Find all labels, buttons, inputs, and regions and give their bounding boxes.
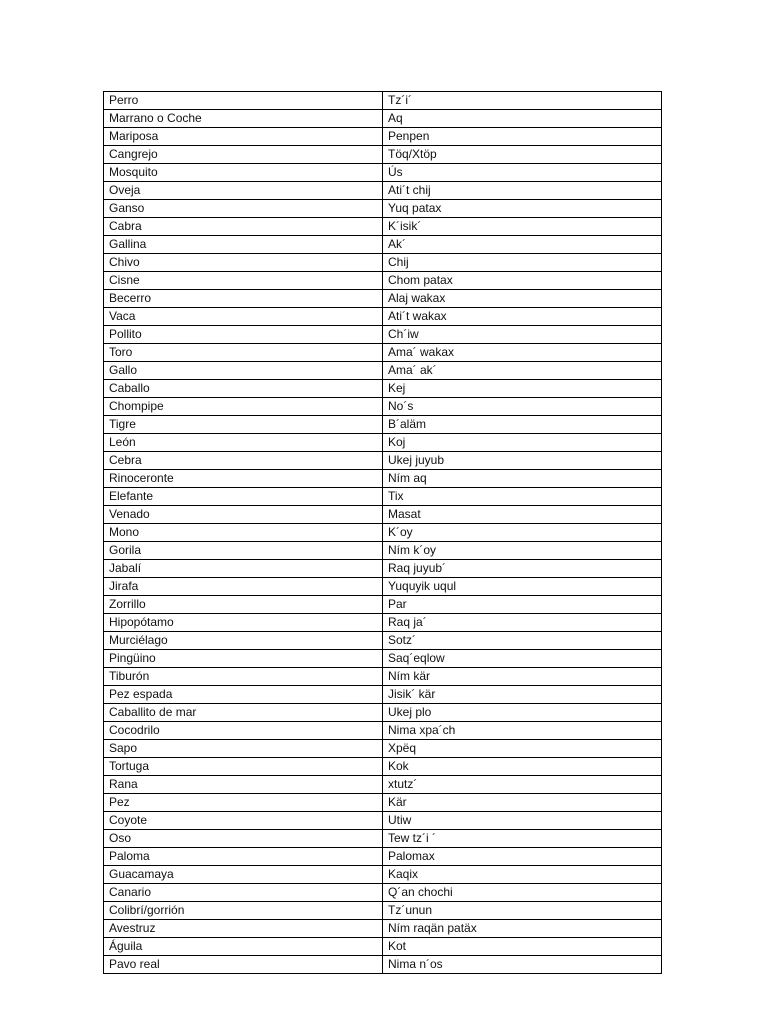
spanish-word-cell: Gorila	[104, 542, 383, 560]
spanish-word-cell: Jabalí	[104, 560, 383, 578]
table-row	[104, 92, 662, 110]
mayan-word-cell: Ukej juyub	[383, 452, 662, 470]
spanish-word-cell: Pez	[104, 794, 383, 812]
spanish-word-cell: Becerro	[104, 290, 383, 308]
mayan-word-cell: Koj	[383, 434, 662, 452]
spanish-word-cell: Coyote	[104, 812, 383, 830]
table-row	[104, 128, 662, 146]
mayan-word-cell: Yuq patax	[383, 200, 662, 218]
mayan-word-cell: Ús	[383, 164, 662, 182]
spanish-word-cell: Pingüino	[104, 650, 383, 668]
mayan-word-cell: Yuquyik uqul	[383, 578, 662, 596]
spanish-word-cell: Cabra	[104, 218, 383, 236]
mayan-word-cell: Tz´i´	[383, 92, 662, 110]
spanish-word-cell: Tiburón	[104, 668, 383, 686]
table-row	[104, 848, 662, 866]
spanish-word-cell: Cangrejo	[104, 146, 383, 164]
mayan-word-cell: Ním aq	[383, 470, 662, 488]
spanish-word-cell: Oso	[104, 830, 383, 848]
mayan-word-cell: Töq/Xtöp	[383, 146, 662, 164]
mayan-word-cell: No´s	[383, 398, 662, 416]
mayan-word-cell: Nima xpa´ch	[383, 722, 662, 740]
mayan-word-cell: Kär	[383, 794, 662, 812]
mayan-word-cell: K´isik´	[383, 218, 662, 236]
table-row	[104, 668, 662, 686]
table-row	[104, 686, 662, 704]
mayan-word-cell: Aq	[383, 110, 662, 128]
spanish-word-cell: Colibrí/gorrión	[104, 902, 383, 920]
mayan-word-cell: Ama´ ak´	[383, 362, 662, 380]
mayan-word-cell: Chij	[383, 254, 662, 272]
table-row	[104, 272, 662, 290]
spanish-word-cell: Avestruz	[104, 920, 383, 938]
table-row	[104, 578, 662, 596]
spanish-word-cell: Vaca	[104, 308, 383, 326]
table-row	[104, 254, 662, 272]
mayan-word-cell: Kaqix	[383, 866, 662, 884]
spanish-word-cell: Paloma	[104, 848, 383, 866]
mayan-word-cell: Masat	[383, 506, 662, 524]
table-row	[104, 560, 662, 578]
mayan-word-cell: Ama´ wakax	[383, 344, 662, 362]
spanish-word-cell: Caballito de mar	[104, 704, 383, 722]
spanish-word-cell: Pollito	[104, 326, 383, 344]
spanish-word-cell: Rinoceronte	[104, 470, 383, 488]
table-row	[104, 326, 662, 344]
spanish-word-cell: Águila	[104, 938, 383, 956]
table-row	[104, 722, 662, 740]
spanish-word-cell: Gallina	[104, 236, 383, 254]
table-row	[104, 776, 662, 794]
spanish-word-cell: Rana	[104, 776, 383, 794]
mayan-word-cell: Ním kär	[383, 668, 662, 686]
mayan-word-cell: Kot	[383, 938, 662, 956]
spanish-word-cell: Tigre	[104, 416, 383, 434]
spanish-word-cell: Sapo	[104, 740, 383, 758]
spanish-word-cell: Chompipe	[104, 398, 383, 416]
table-row	[104, 290, 662, 308]
table-row	[104, 632, 662, 650]
table-row	[104, 362, 662, 380]
spanish-word-cell: Ganso	[104, 200, 383, 218]
mayan-word-cell: Ati´t chij	[383, 182, 662, 200]
table-row	[104, 110, 662, 128]
table-row	[104, 650, 662, 668]
mayan-word-cell: Tz´unun	[383, 902, 662, 920]
mayan-word-cell: Alaj wakax	[383, 290, 662, 308]
mayan-word-cell: Xpëq	[383, 740, 662, 758]
table-row	[104, 884, 662, 902]
spanish-word-cell: Mono	[104, 524, 383, 542]
table-row	[104, 740, 662, 758]
mayan-word-cell: Saq´eqlow	[383, 650, 662, 668]
table-row	[104, 416, 662, 434]
table-row	[104, 938, 662, 956]
table-row	[104, 452, 662, 470]
mayan-word-cell: Q´an chochi	[383, 884, 662, 902]
spanish-word-cell: Zorrillo	[104, 596, 383, 614]
mayan-word-cell: Palomax	[383, 848, 662, 866]
table-row	[104, 596, 662, 614]
table-row	[104, 902, 662, 920]
mayan-word-cell: Sotz´	[383, 632, 662, 650]
mayan-word-cell: Nima n´os	[383, 956, 662, 974]
table-row	[104, 146, 662, 164]
table-row	[104, 758, 662, 776]
table-row	[104, 308, 662, 326]
table-row	[104, 380, 662, 398]
mayan-word-cell: Ati´t wakax	[383, 308, 662, 326]
table-row	[104, 794, 662, 812]
spanish-word-cell: Hipopótamo	[104, 614, 383, 632]
table-row	[104, 920, 662, 938]
mayan-word-cell: Kej	[383, 380, 662, 398]
mayan-word-cell: xtutz´	[383, 776, 662, 794]
mayan-word-cell: Ním k´oy	[383, 542, 662, 560]
table-row	[104, 542, 662, 560]
mayan-word-cell: Ch´iw	[383, 326, 662, 344]
vocabulary-table-body	[104, 92, 662, 974]
spanish-word-cell: Cisne	[104, 272, 383, 290]
spanish-word-cell: Gallo	[104, 362, 383, 380]
mayan-word-cell: Raq juyub´	[383, 560, 662, 578]
table-row	[104, 434, 662, 452]
table-row	[104, 956, 662, 974]
spanish-word-cell: Venado	[104, 506, 383, 524]
table-row	[104, 200, 662, 218]
table-row	[104, 236, 662, 254]
spanish-word-cell: Marrano o Coche	[104, 110, 383, 128]
table-row	[104, 866, 662, 884]
spanish-word-cell: Mosquito	[104, 164, 383, 182]
table-row	[104, 524, 662, 542]
table-row	[104, 506, 662, 524]
mayan-word-cell: Tix	[383, 488, 662, 506]
mayan-word-cell: Kok	[383, 758, 662, 776]
spanish-word-cell: Elefante	[104, 488, 383, 506]
table-row	[104, 218, 662, 236]
table-row	[104, 488, 662, 506]
spanish-word-cell: Cebra	[104, 452, 383, 470]
mayan-word-cell: Tew tz´i ´	[383, 830, 662, 848]
mayan-word-cell: B´aläm	[383, 416, 662, 434]
mayan-word-cell: Ukej plo	[383, 704, 662, 722]
spanish-word-cell: León	[104, 434, 383, 452]
spanish-word-cell: Caballo	[104, 380, 383, 398]
table-row	[104, 344, 662, 362]
mayan-word-cell: Ak´	[383, 236, 662, 254]
table-row	[104, 470, 662, 488]
spanish-word-cell: Pez espada	[104, 686, 383, 704]
spanish-word-cell: Murciélago	[104, 632, 383, 650]
spanish-word-cell: Jirafa	[104, 578, 383, 596]
table-row	[104, 398, 662, 416]
table-row	[104, 614, 662, 632]
mayan-word-cell: Par	[383, 596, 662, 614]
vocabulary-table	[103, 91, 662, 974]
spanish-word-cell: Canario	[104, 884, 383, 902]
table-row	[104, 704, 662, 722]
mayan-word-cell: Utiw	[383, 812, 662, 830]
table-row	[104, 812, 662, 830]
table-row	[104, 830, 662, 848]
table-row	[104, 164, 662, 182]
spanish-word-cell: Tortuga	[104, 758, 383, 776]
mayan-word-cell: Raq ja´	[383, 614, 662, 632]
spanish-word-cell: Toro	[104, 344, 383, 362]
mayan-word-cell: K´oy	[383, 524, 662, 542]
mayan-word-cell: Ním raqän patäx	[383, 920, 662, 938]
spanish-word-cell: Cocodrilo	[104, 722, 383, 740]
spanish-word-cell: Chivo	[104, 254, 383, 272]
spanish-word-cell: Oveja	[104, 182, 383, 200]
table-row	[104, 182, 662, 200]
mayan-word-cell: Chom patax	[383, 272, 662, 290]
spanish-word-cell: Perro	[104, 92, 383, 110]
spanish-word-cell: Guacamaya	[104, 866, 383, 884]
spanish-word-cell: Mariposa	[104, 128, 383, 146]
mayan-word-cell: Jisik´ kär	[383, 686, 662, 704]
spanish-word-cell: Pavo real	[104, 956, 383, 974]
mayan-word-cell: Penpen	[383, 128, 662, 146]
